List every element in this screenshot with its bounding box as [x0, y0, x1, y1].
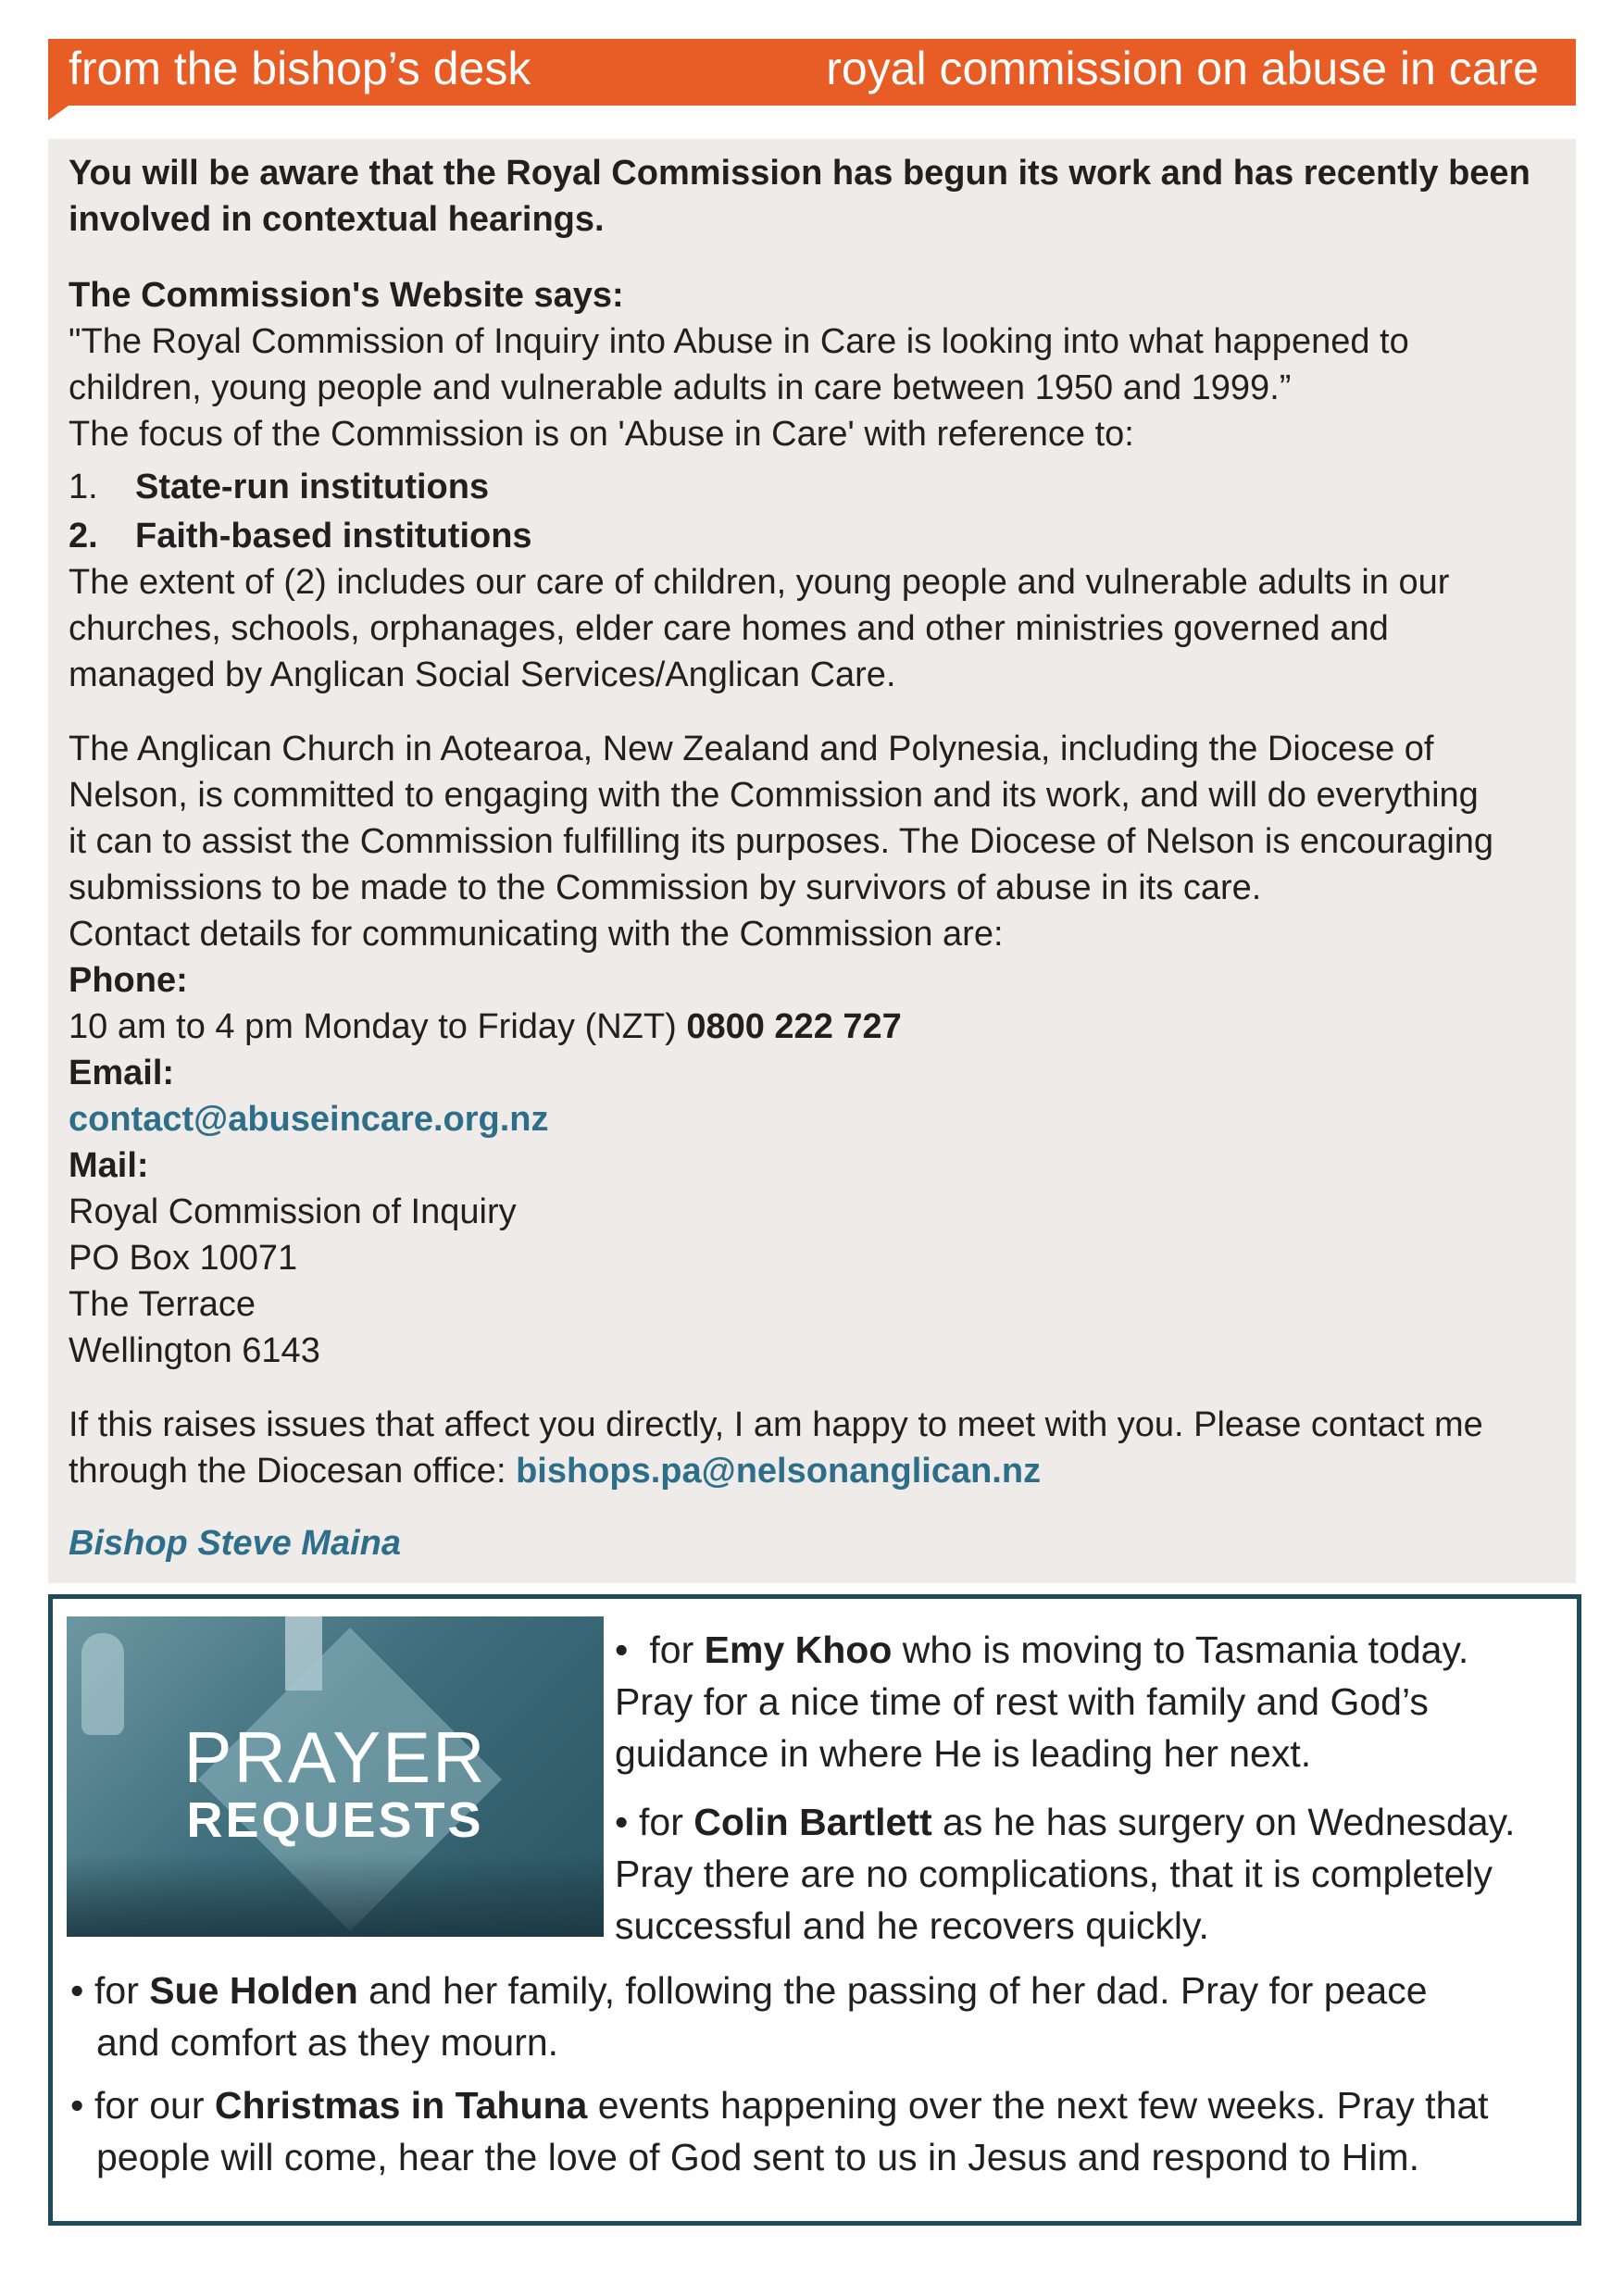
banner-tab-decoration [48, 106, 69, 120]
prayer-item [70, 2079, 1489, 2131]
prayer-text: events happening over the next few weeks. Pray that [587, 2084, 1489, 2127]
quote-line-2: children, young people and vulnerable adults in care between 1950 and 1999.” [69, 368, 1292, 407]
church-line-2: Nelson, is committed to engaging with the Commission and its work, and will do everything [69, 776, 1479, 815]
bullet-icon: • [615, 1628, 629, 1671]
prayer-text-line: people will come, hear the love of God sent to us in Jesus and respond to Him. [96, 2136, 1419, 2178]
prayer-name: Sue Holden [149, 1969, 358, 2012]
closing-line-1: If this raises issues that affect you directly, I am happy to meet with you. Please contact me [69, 1405, 1483, 1444]
prayer-text-line: and comfort as they mourn. [96, 2021, 559, 2064]
prayer-name: Christmas in Tahuna [214, 2084, 588, 2127]
extent-line-2: churches, schools, orphanages, elder care homes and other ministries governed and [69, 609, 1389, 648]
image-title: PRAYER [183, 1716, 487, 1798]
crowd-silhouette [67, 1853, 604, 1937]
list-item [69, 463, 489, 511]
prayer-text-line: successful and he recovers quickly. [615, 1904, 1209, 1947]
list-number: 1. [69, 468, 98, 506]
church-line-4: submissions to be made to the Commission by survivors of abuse in its care. [69, 868, 1262, 907]
prayer-item [615, 1624, 1468, 1676]
contact-intro: Contact details for communicating with the Commission are: [69, 915, 1004, 954]
signature: Bishop Steve Maina [69, 1524, 401, 1563]
prayer-prefix: for our [94, 2084, 215, 2127]
extent-line-1: The extent of (2) includes our care of children, young people and vulnerable adults in our [69, 563, 1450, 602]
email-label: Email: [69, 1054, 175, 1092]
bullet-icon: • [70, 2084, 84, 2127]
address-line: Royal Commission of Inquiry [69, 1192, 517, 1231]
prayer-text: as he has surgery on Wednesday. [931, 1801, 1516, 1843]
prayer-item [70, 1965, 1428, 2016]
prayer-text-line: Pray for a nice time of rest with family and God’s [615, 1680, 1429, 1723]
section-title: from the bishop’s desk [69, 43, 531, 94]
address-line: The Terrace [69, 1285, 256, 1324]
section-header-banner [48, 39, 1576, 106]
phone-line [69, 1004, 902, 1050]
phone-hours: 10 am to 4 pm Monday to Friday (NZT) [69, 1007, 677, 1046]
phone-label: Phone: [69, 961, 188, 1000]
website-heading: The Commission's Website says: [69, 276, 624, 315]
prayer-text: who is moving to Tasmania today. [892, 1628, 1469, 1671]
prayer-prefix: for [94, 1969, 150, 2012]
closing-line-2 [69, 1448, 1041, 1494]
extent-line-3: managed by Anglican Social Services/Anglican Care. [69, 655, 896, 694]
list-item [69, 512, 532, 560]
prayer-item [615, 1796, 1515, 1848]
intro-line-1: You will be aware that the Royal Commission has begun its work and has recently been [69, 154, 1530, 193]
church-line-1: The Anglican Church in Aotearoa, New Zealand and Polynesia, including the Diocese of [69, 730, 1434, 768]
focus-line: The focus of the Commission is on 'Abuse in Care' with reference to: [69, 415, 1134, 454]
prayer-text-line: guidance in where He is leading her next. [615, 1732, 1312, 1775]
mail-label: Mail: [69, 1146, 149, 1185]
prayer-name: Colin Bartlett [693, 1801, 932, 1843]
bullet-icon: • [615, 1801, 629, 1843]
prayer-prefix: for [649, 1628, 705, 1671]
prayer-text-line: Pray there are no complications, that it is completely [615, 1853, 1493, 1895]
prayer-requests-image [67, 1616, 604, 1937]
address-line: Wellington 6143 [69, 1331, 320, 1370]
image-subtitle: REQUESTS [186, 1792, 484, 1848]
closing-prefix: through the Diocesan office: [69, 1452, 517, 1491]
list-number: 2. [69, 517, 98, 555]
address-line: PO Box 10071 [69, 1239, 298, 1278]
commission-email-link[interactable]: contact@abuseincare.org.nz [69, 1100, 549, 1139]
list-label: Faith-based institutions [135, 517, 532, 555]
prayer-text: and her family, following the passing of her dad. Pray for peace [357, 1969, 1428, 2012]
prayer-name: Emy Khoo [704, 1628, 893, 1671]
diocesan-email-link[interactable]: bishops.pa@nelsonanglican.nz [516, 1452, 1042, 1491]
list-label: State-run institutions [135, 468, 490, 506]
phone-number: 0800 222 727 [686, 1007, 902, 1046]
section-topic: royal commission on abuse in care [826, 43, 1539, 94]
quote-line-1: "The Royal Commission of Inquiry into Abuse in Care is looking into what happened to [69, 322, 1409, 361]
bullet-icon: • [70, 1969, 84, 2012]
intro-line-2: involved in contextual hearings. [69, 200, 605, 239]
prayer-prefix: for [639, 1801, 694, 1843]
church-line-3: it can to assist the Commission fulfilling its purposes. The Diocese of Nelson is encouraging [69, 822, 1494, 861]
